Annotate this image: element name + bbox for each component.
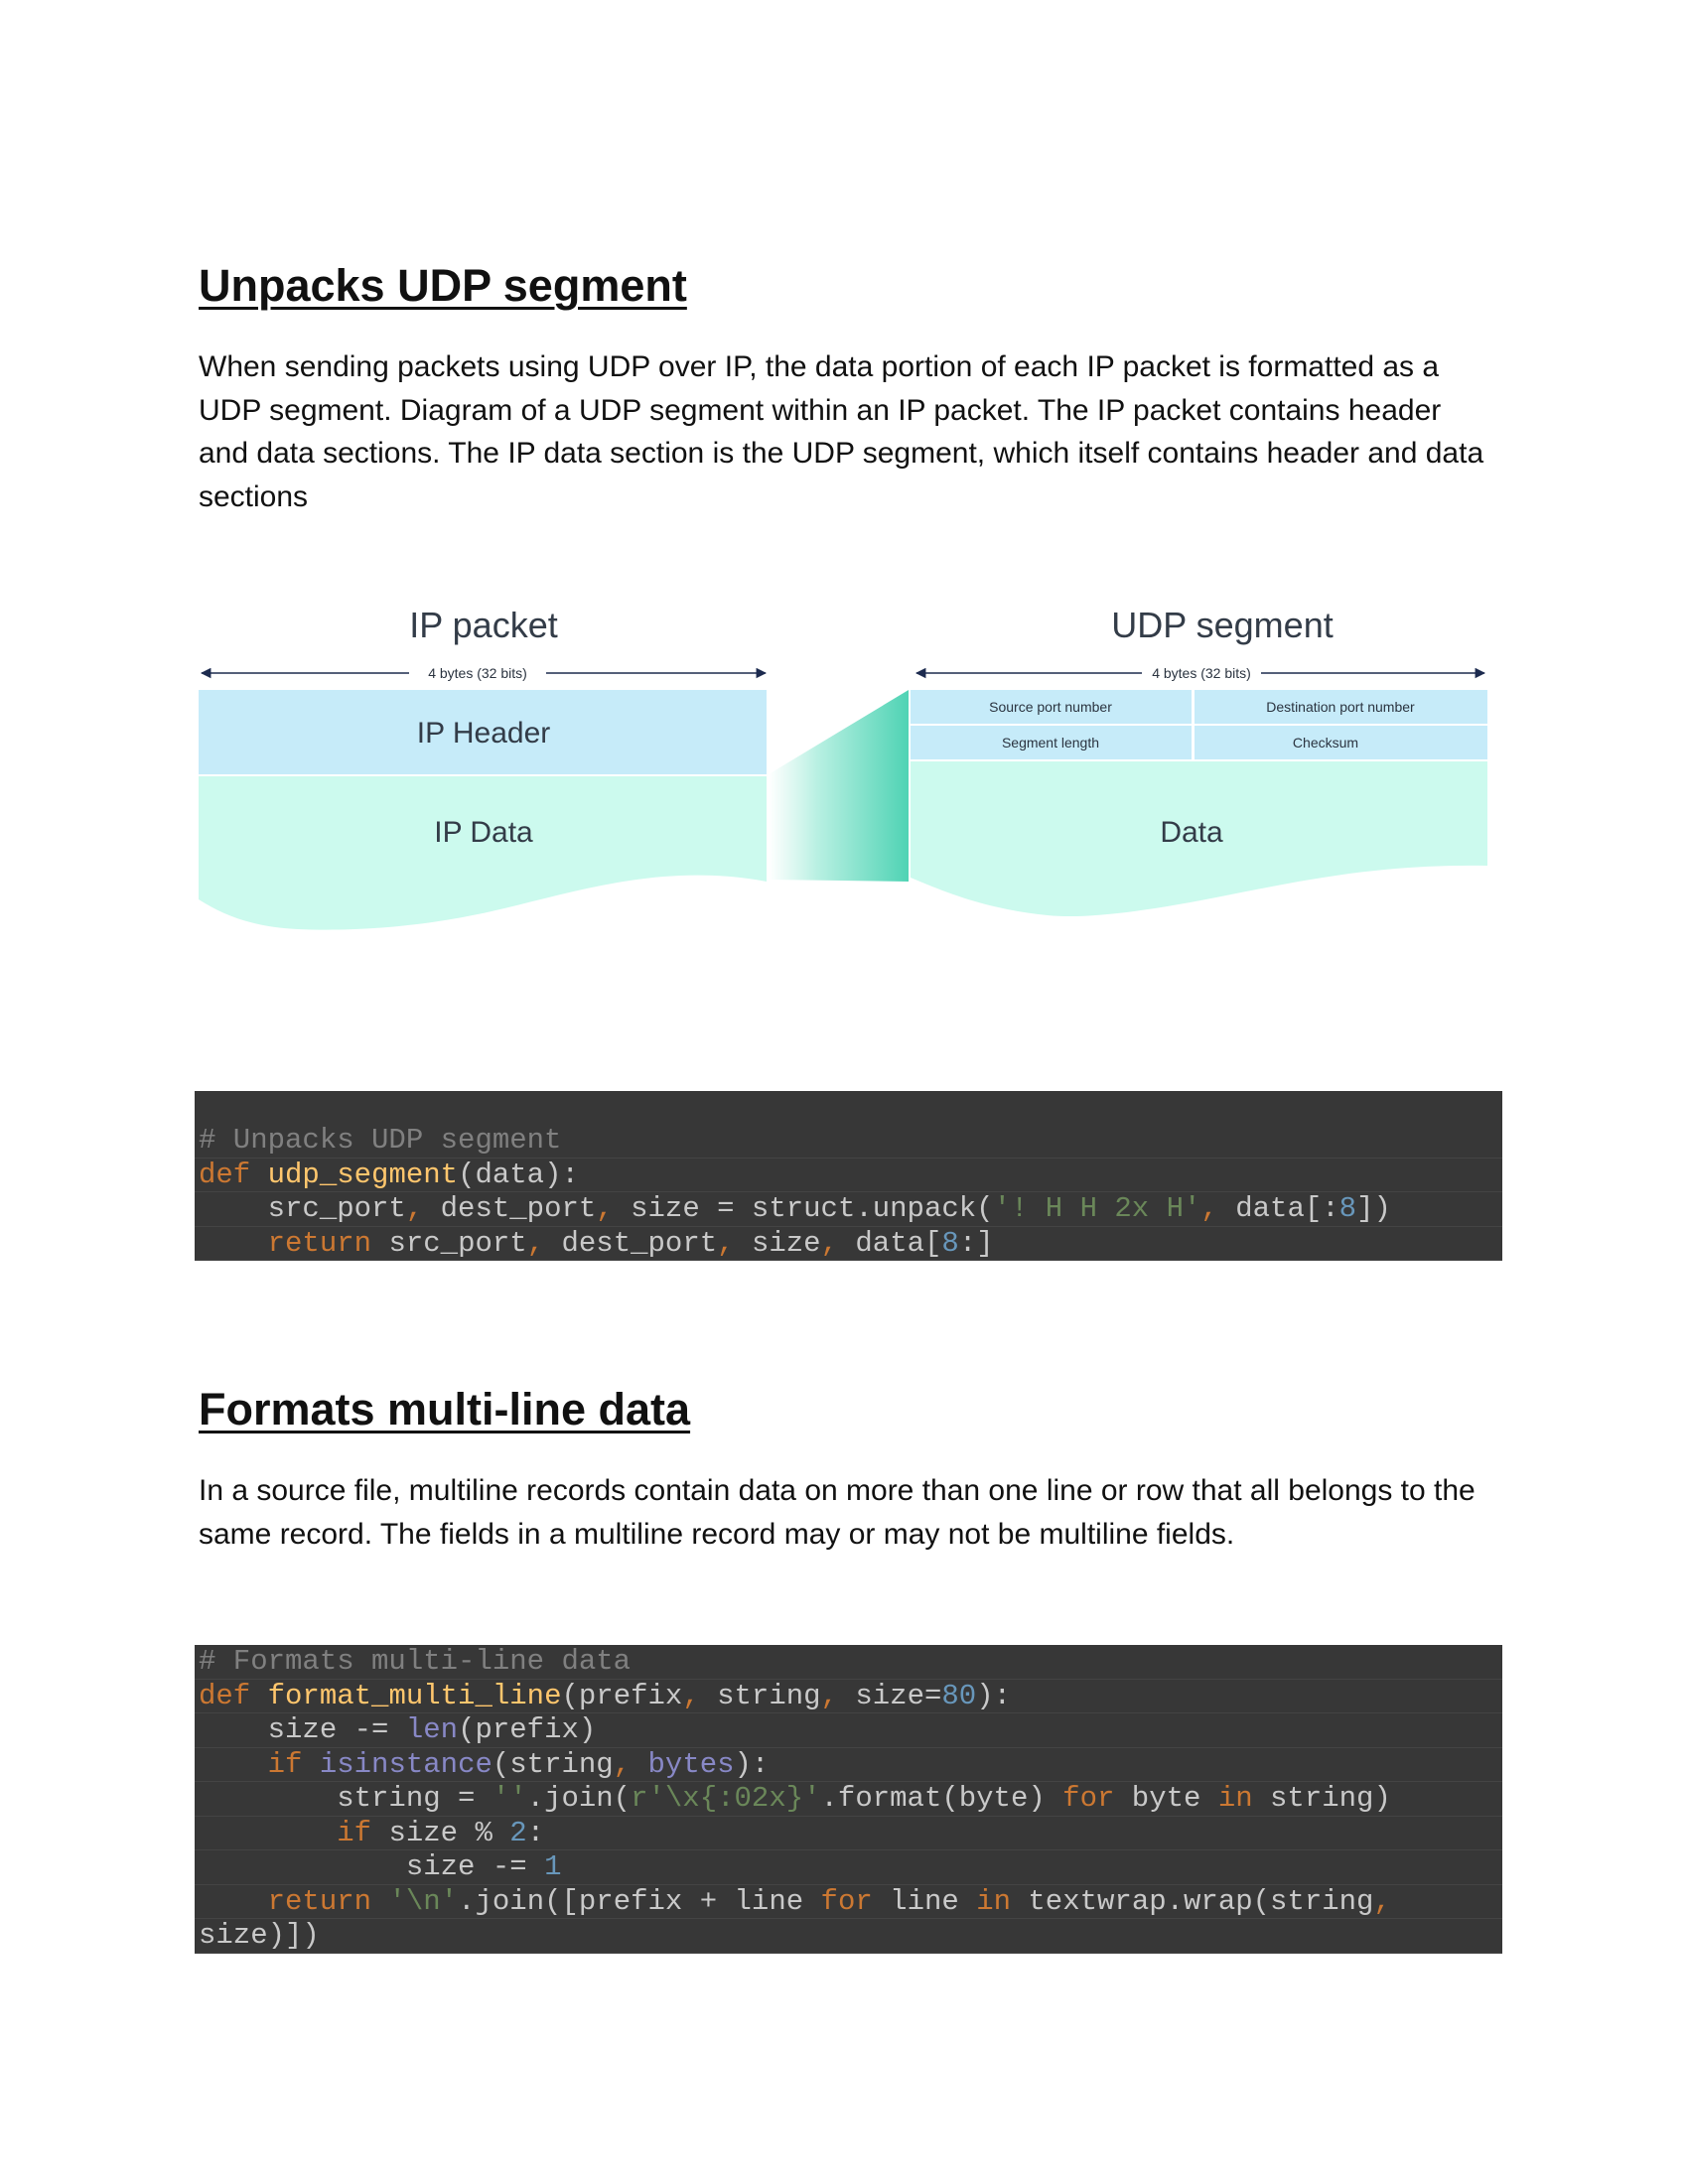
code-token: line	[890, 1884, 977, 1918]
code-token: ,	[613, 1747, 648, 1781]
code-token: for	[820, 1884, 891, 1918]
code-token: ):	[976, 1679, 1011, 1712]
code-token: 8	[941, 1226, 959, 1260]
code-line	[195, 1817, 1502, 1851]
code-token: size -=	[199, 1713, 406, 1746]
code-token: if	[337, 1816, 389, 1849]
code-token: size=	[855, 1679, 942, 1712]
code-token: ):	[734, 1747, 770, 1781]
code-token: len	[405, 1713, 459, 1746]
ip-header-label: IP Header	[416, 717, 551, 750]
code-token: ,	[717, 1226, 752, 1260]
code-token: isinstance	[319, 1747, 492, 1781]
code-line	[195, 1159, 1502, 1193]
code-token: '\n'	[388, 1884, 459, 1918]
code-token: data[	[855, 1226, 942, 1260]
code-line	[195, 1713, 1502, 1748]
section-heading-udp: Unpacks UDP segment	[199, 260, 687, 311]
code-token: 1	[544, 1850, 562, 1883]
code-token: size	[751, 1226, 821, 1260]
code-token: size)])	[199, 1919, 320, 1952]
code-token: ,	[1373, 1884, 1391, 1918]
code-line	[195, 1782, 1502, 1817]
code-token: (prefix	[561, 1679, 683, 1712]
code-token: 80	[941, 1679, 977, 1712]
code-token: # Unpacks UDP segment	[199, 1124, 562, 1157]
ip-data-label: IP Data	[434, 816, 533, 849]
code-token: src_port	[199, 1192, 406, 1225]
code-token	[199, 1817, 337, 1849]
code-token: ,	[405, 1192, 441, 1225]
code-token: format_multi_line	[267, 1679, 562, 1712]
code-line	[195, 1885, 1502, 1920]
code-line	[195, 1645, 1502, 1680]
code-token: ,	[682, 1679, 718, 1712]
code-line	[195, 1192, 1502, 1227]
code-token: .join(	[526, 1782, 632, 1815]
code-line	[195, 1227, 1502, 1262]
section-paragraph-udp: When sending packets using UDP over IP, the data portion of each IP packet is formatted as a UDP segment. Diagram of a UDP segment within an IP packet. The IP packet contains header and data sections. The IP data section is the UDP segment, which itself contains header and data sections	[199, 350, 1484, 513]
section-heading-multiline: Formats multi-line data	[199, 1384, 691, 1434]
code-token: (string	[492, 1747, 614, 1781]
code-line	[195, 1919, 1502, 1954]
code-token: in	[976, 1884, 1029, 1918]
code-token: return	[267, 1884, 389, 1918]
code-token	[199, 1227, 268, 1260]
code-token: ,	[526, 1226, 562, 1260]
code-line	[195, 1124, 1502, 1159]
code-token	[199, 1748, 268, 1781]
ip-data-block	[199, 776, 767, 930]
code-token: .format(byte)	[820, 1782, 1063, 1815]
udp-ip-diagram	[194, 596, 1504, 973]
code-token: size -=	[199, 1850, 545, 1883]
udp-field-label-destination-port: Destination port number	[1266, 699, 1415, 715]
code-token: size %	[388, 1816, 510, 1849]
code-token: ,	[820, 1679, 856, 1712]
udp-width-label: 4 bytes (32 bits)	[1152, 665, 1251, 681]
udp-field-label-segment-length: Segment length	[1001, 735, 1100, 751]
code-token: 2	[509, 1816, 527, 1849]
code-token: ,	[820, 1226, 856, 1260]
ip-packet-title: IP packet	[409, 605, 558, 645]
code-token: ,	[1200, 1192, 1236, 1225]
code-token: '! H H 2x H'	[993, 1192, 1201, 1225]
code-token: r'\x{:02x}'	[631, 1782, 821, 1815]
code-line	[195, 1748, 1502, 1783]
code-token: return	[267, 1226, 389, 1260]
code-token: def	[199, 1158, 268, 1191]
code-token: if	[267, 1747, 320, 1781]
code-token: # Formats multi-line data	[199, 1645, 632, 1678]
ip-width-label: 4 bytes (32 bits)	[428, 665, 527, 681]
udp-data-label: Data	[1160, 816, 1223, 849]
segment-connector	[769, 690, 909, 882]
code-token: .join([prefix + line	[458, 1884, 821, 1918]
code-line	[195, 1850, 1502, 1885]
code-token: 8	[1338, 1192, 1357, 1225]
code-block-udp-segment	[195, 1091, 1502, 1261]
code-token: (data):	[458, 1158, 579, 1191]
code-token: byte	[1131, 1782, 1218, 1815]
code-token: udp_segment	[267, 1158, 459, 1191]
code-token: in	[1217, 1782, 1271, 1815]
code-token: dest_port	[561, 1226, 718, 1260]
code-token: :]	[958, 1226, 994, 1260]
udp-segment-title: UDP segment	[1111, 605, 1334, 645]
section-paragraph-multiline: In a source file, multiline records contain data on more than one line or row that all belongs to the same record. The fields in a multiline record may or may not be multiline fields.	[199, 1474, 1476, 1551]
code-token: dest_port	[440, 1192, 597, 1225]
code-line	[195, 1680, 1502, 1714]
code-token: bytes	[647, 1747, 735, 1781]
code-token: def	[199, 1679, 268, 1712]
code-token: :	[526, 1816, 545, 1849]
code-block-format-multi-line	[195, 1645, 1502, 1954]
code-token: size = struct.unpack(	[631, 1192, 994, 1225]
code-token: (prefix)	[458, 1713, 597, 1746]
code-token: textwrap.wrap(string	[1028, 1884, 1374, 1918]
udp-diagram-svg	[194, 596, 1504, 973]
code-token: data[:	[1235, 1192, 1339, 1225]
code-token: string =	[199, 1782, 492, 1815]
code-token: ''	[492, 1782, 527, 1815]
code-token	[199, 1885, 268, 1918]
udp-field-label-source-port: Source port number	[989, 699, 1112, 715]
udp-field-label-checksum: Checksum	[1292, 735, 1359, 751]
code-token: for	[1062, 1782, 1132, 1815]
code-token: ])	[1356, 1192, 1391, 1225]
code-token: string)	[1270, 1782, 1391, 1815]
code-token: src_port	[388, 1226, 527, 1260]
code-token: string	[717, 1679, 821, 1712]
code-token: ,	[596, 1192, 632, 1225]
